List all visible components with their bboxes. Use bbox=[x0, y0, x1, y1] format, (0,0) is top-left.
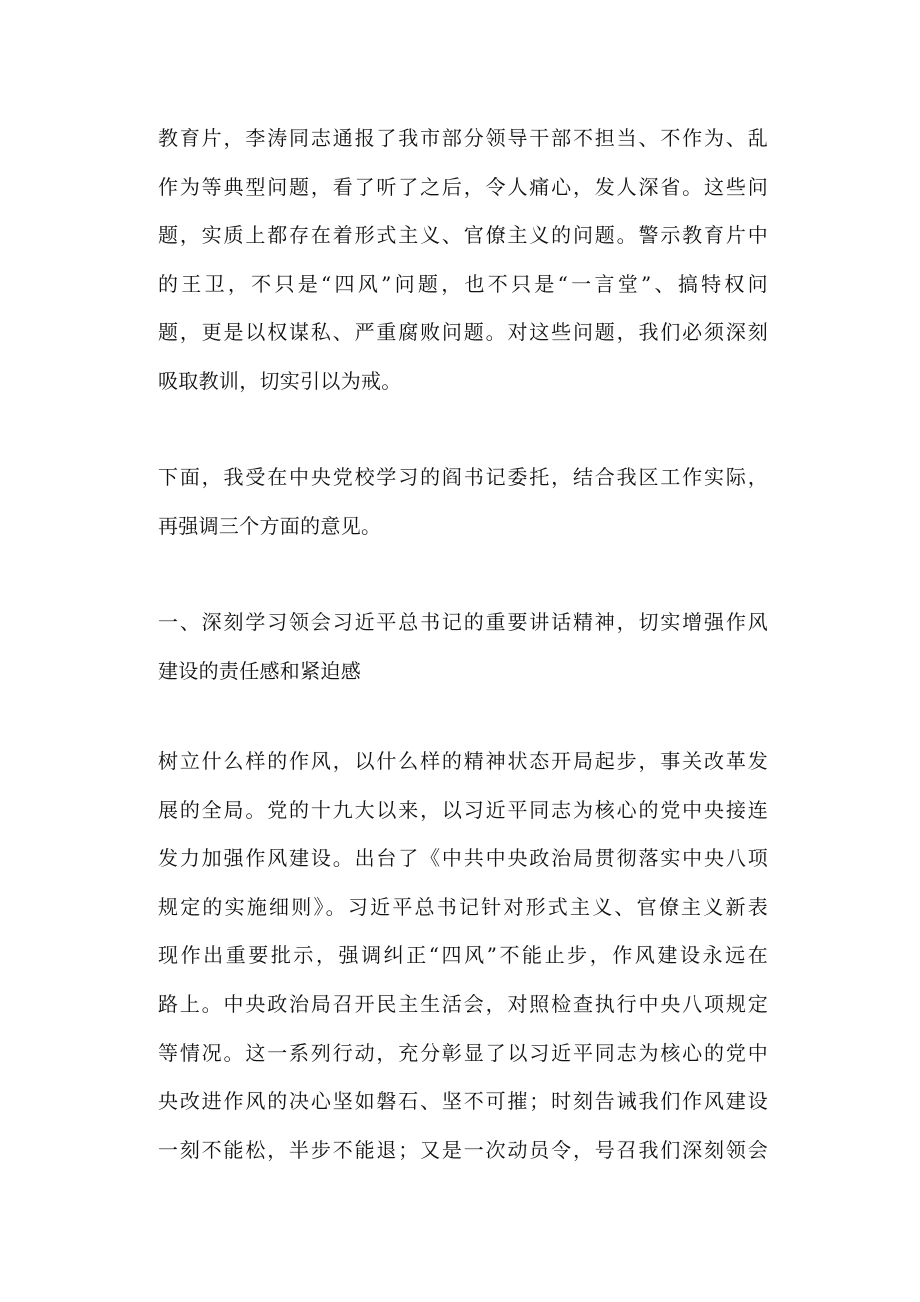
text-line: 下面，我受在中央党校学习的阎书记委托，结合我区工作实际， bbox=[158, 465, 768, 489]
text-line: 的王卫，不只是“四风”问题，也不只是“一言堂”、搞特权问 bbox=[158, 271, 768, 296]
paragraph-work-style bbox=[158, 737, 768, 1174]
text-line: 规定的实施细则》。习近平总书记针对形式主义、官僚主义新表 bbox=[158, 894, 768, 919]
paragraph-introduction bbox=[158, 453, 768, 550]
text-line: 央改进作风的决心坚如磐石、坚不可摧；时刻告诫我们作风建设 bbox=[158, 1089, 768, 1114]
paragraph-warning-film bbox=[158, 114, 768, 406]
text-line: 展的全局。党的十九大以来，以习近平同志为核心的党中央接连 bbox=[158, 797, 768, 822]
text-line: 路上。中央政治局召开民主生活会，对照检查执行中央八项规定 bbox=[158, 991, 768, 1016]
heading-line: 一、深刻学习领会习近平总书记的重要讲话精神，切实增强作风 bbox=[158, 610, 768, 634]
heading-line: 建设的责任感和紧迫感 bbox=[158, 658, 361, 683]
text-line: 等情况。这一系列行动，充分彰显了以习近平同志为核心的党中 bbox=[158, 1040, 768, 1065]
text-line: 现作出重要批示，强调纠正“四风”不能止步，作风建设永远在 bbox=[158, 943, 768, 968]
section-heading bbox=[158, 598, 768, 695]
text-line: 题，更是以权谋私、严重腐败问题。对这些问题，我们必须深刻 bbox=[158, 320, 768, 345]
text-line: 题，实质上都存在着形式主义、官僚主义的问题。警示教育片中 bbox=[158, 223, 768, 248]
text-line: 一刻不能松，半步不能退；又是一次动员令，号召我们深刻领会 bbox=[158, 1137, 768, 1162]
text-line: 教育片，李涛同志通报了我市部分领导干部不担当、不作为、乱 bbox=[158, 126, 768, 150]
text-line: 树立什么样的作风，以什么样的精神状态开局起步，事关改革发 bbox=[158, 749, 768, 773]
text-line: 发力加强作风建设。出台了《中共中央政治局贯彻落实中央八项 bbox=[158, 846, 768, 871]
text-line: 吸取教训，切实引以为戒。 bbox=[158, 368, 402, 393]
text-line: 再强调三个方面的意见。 bbox=[158, 513, 382, 538]
text-line: 作为等典型问题，看了听了之后，令人痛心，发人深省。这些问 bbox=[158, 174, 768, 199]
